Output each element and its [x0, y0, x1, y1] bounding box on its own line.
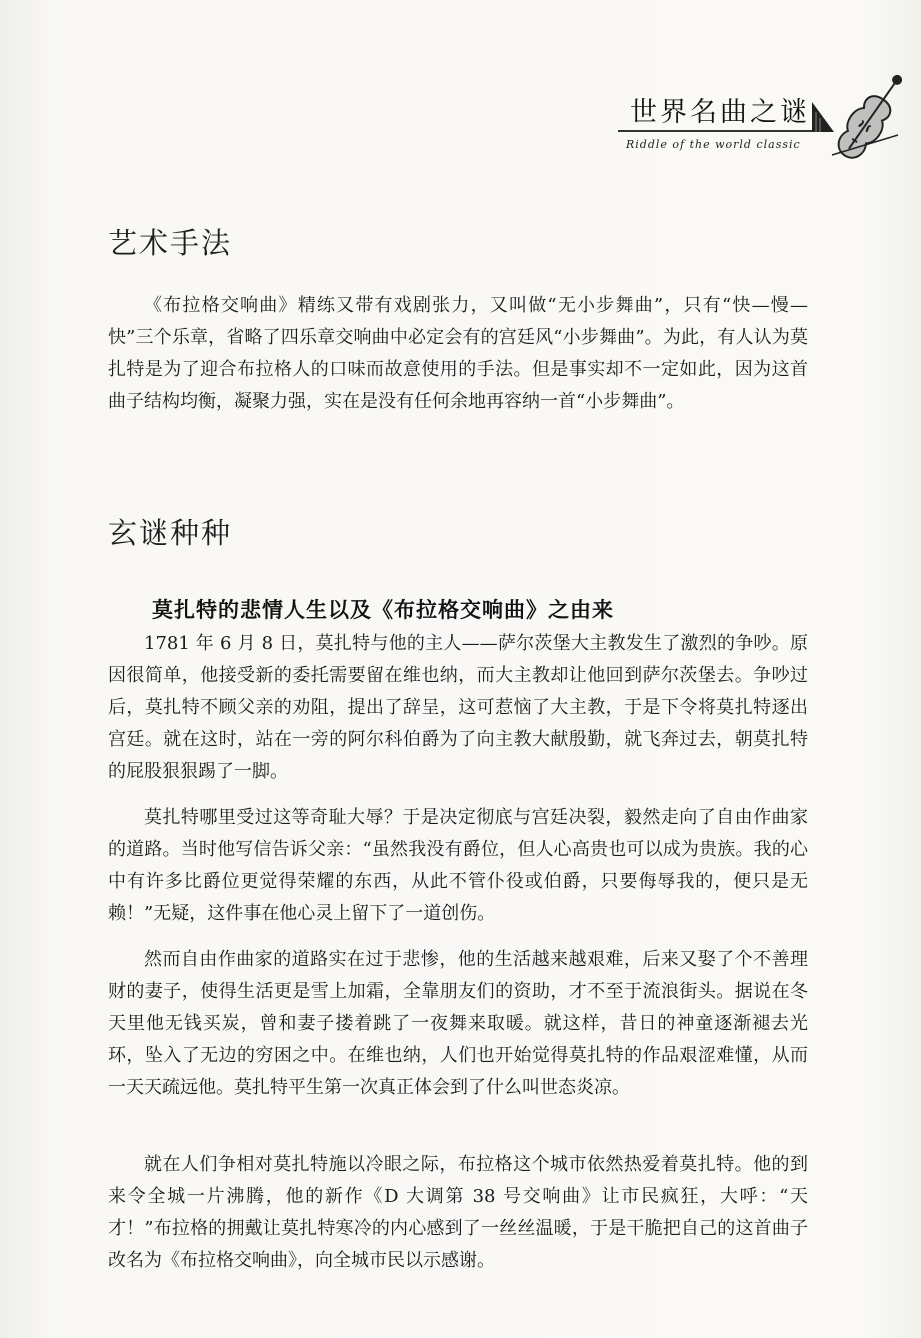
violin-icon [828, 65, 910, 175]
header-rule [618, 130, 828, 132]
running-header [600, 60, 910, 180]
header-title: 世界名曲之谜 [630, 97, 810, 128]
section-heading-mysteries: 玄谜种种 [108, 516, 233, 550]
paragraph: 《布拉格交响曲》精练又带有戏剧张力，又叫做“无小步舞曲”，只有“快—慢—快”三个乐章，省略了四乐章交响曲中必定会有的宫廷风“小步舞曲”。为此，有人认为莫扎特是为了迎合布拉格人的口味而故意使用的手法。但是事实却不一定如此，因为这首曲子结构均衡，凝聚力强，实在是没有任何余地再容纳一首“小步舞曲”。 [108, 295, 808, 412]
paragraph: 就在人们争相对莫扎特施以冷眼之际，布拉格这个城市依然热爱着莫扎特。他的到来令全城一片沸腾，他的新作《D 大调第 38 号交响曲》让市民疯狂，大呼：“天才！”布拉格的拥戴让莫扎特寒冷的内心感到了一丝丝温暖，于是干脆把自己的这首曲子改名为《布拉格交响曲》，向全城市民以示感谢。 [108, 1154, 808, 1271]
header-subtitle: Riddle of the world classic [626, 138, 801, 151]
paragraph: 然而自由作曲家的道路实在过于悲惨，他的生活越来越艰难，后来又娶了个不善理财的妻子，使得生活更是雪上加霜，全靠朋友们的资助，才不至于流浪街头。据说在冬天里他无钱买炭，曾和妻子搂着跳了一夜舞来取暖。就这样，昔日的神童逐渐褪去光环，坠入了无边的穷困之中。在维也纳，人们也开始觉得莫扎特的作品艰涩难懂，从而一天天疏远他。莫扎特平生第一次真正体会到了什么叫世态炎凉。 [108, 949, 808, 1098]
paragraph: 1781 年 6 月 8 日，莫扎特与他的主人——萨尔茨堡大主教发生了激烈的争吵。原因很简单，他接受新的委托需要留在维也纳，而大主教却让他回到萨尔茨堡去。争吵过后，莫扎特不顾父亲的劝阻，提出了辞呈，这可惹恼了大主教，于是下令将莫扎特逐出宫廷。就在这时，站在一旁的阿尔科伯爵为了向主教大献殷勤，就飞奔过去，朝莫扎特的屁股狠狠踢了一脚。 [108, 633, 808, 782]
paragraph: 莫扎特哪里受过这等奇耻大辱？于是决定彻底与宫廷决裂，毅然走向了自由作曲家的道路。当时他写信告诉父亲：“虽然我没有爵位，但人心高贵也可以成为贵族。我的心中有许多比爵位更觉得荣耀的东西，从此不管仆役或伯爵，只要侮辱我的，便只是无赖！”无疑，这件事在他心灵上留下了一道创伤。 [108, 807, 808, 924]
sub-heading: 莫扎特的悲情人生以及《布拉格交响曲》之由来 [152, 598, 614, 622]
section-heading-art-technique: 艺术手法 [108, 226, 233, 260]
